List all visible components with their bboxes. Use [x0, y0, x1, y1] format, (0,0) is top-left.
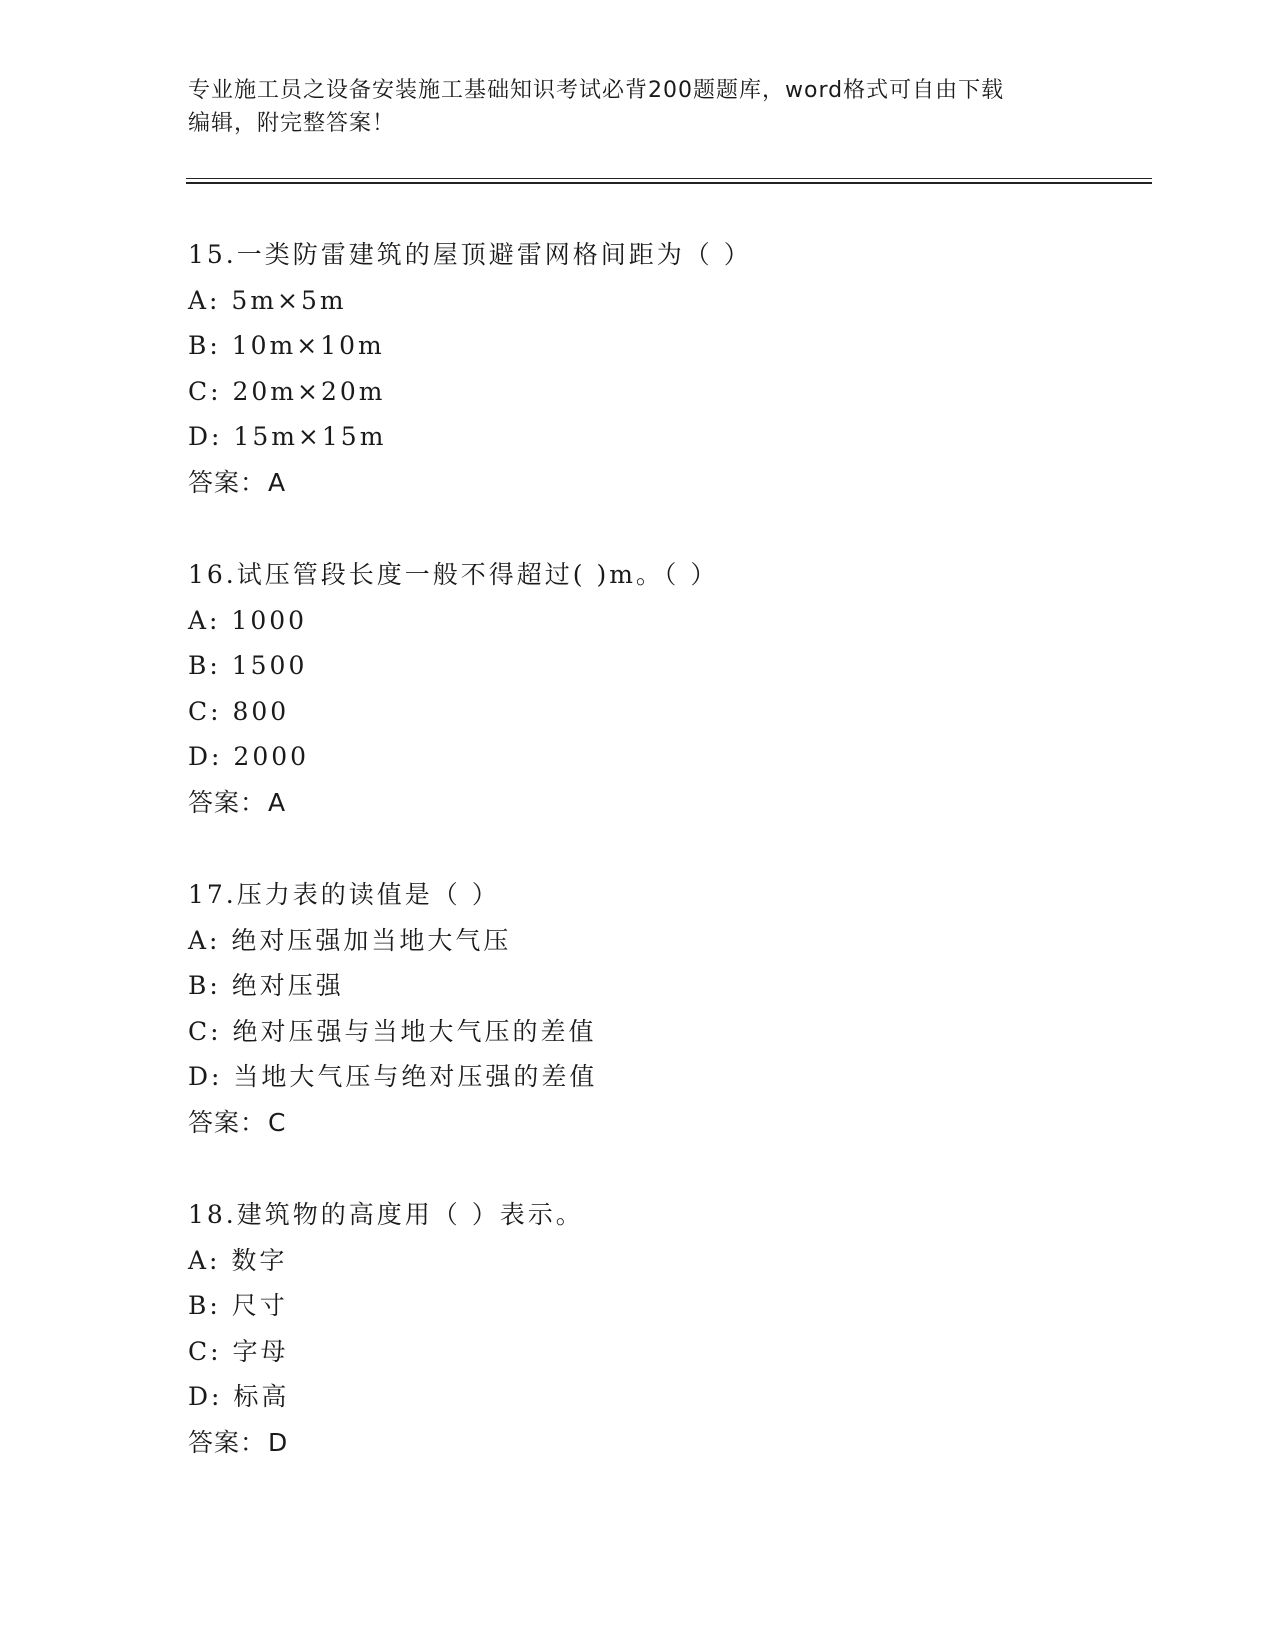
answer-value: A	[268, 787, 287, 817]
question-17	[188, 876, 1088, 1148]
option-b: B: 绝对压强	[188, 971, 344, 1000]
option-c: C: 20m×20m	[188, 376, 386, 406]
header-line-1: 专业施工员之设备安装施工基础知识考试必背200题题库，word格式可自由下载	[188, 78, 1005, 103]
answer-line	[188, 784, 1088, 828]
answer-label: 答案：	[188, 467, 267, 497]
header-line-2: 编辑，附完整答案！	[188, 111, 396, 136]
option-b: B: 10m×10m	[188, 331, 385, 360]
answer-value: A	[268, 467, 287, 497]
header-divider-bottom	[186, 182, 1152, 184]
option-d: D: 15m×15m	[188, 422, 387, 451]
option-a: A: 绝对压强加当地大气压	[188, 925, 512, 955]
option-d: D: 2000	[188, 742, 310, 771]
option-b: B: 尺寸	[188, 1291, 288, 1320]
question-stem: 16.试压管段长度一般不得超过( )m。（ ）	[188, 560, 719, 589]
answer-value: D	[268, 1427, 289, 1457]
question-stem: 17.压力表的读值是（ ）	[188, 880, 500, 909]
header-divider-top	[186, 178, 1152, 179]
option-a: A: 数字	[188, 1245, 288, 1275]
option-d: D: 标高	[188, 1382, 290, 1411]
answer-line	[188, 1104, 1088, 1148]
answer-line	[188, 1424, 1088, 1468]
question-stem: 15.一类防雷建筑的屋顶避雷网格间距为（ ）	[188, 240, 752, 269]
option-c: C: 字母	[188, 1336, 289, 1366]
option-c: C: 绝对压强与当地大气压的差值	[188, 1016, 597, 1046]
answer-label: 答案：	[188, 1427, 267, 1457]
answer-label: 答案：	[188, 787, 267, 817]
option-b: B: 1500	[188, 651, 308, 680]
answer-value: C	[268, 1107, 287, 1137]
question-15	[188, 236, 1088, 508]
option-c: C: 800	[188, 696, 290, 726]
answer-label: 答案：	[188, 1107, 267, 1137]
question-16	[188, 556, 1088, 828]
option-a: A: 1000	[188, 605, 308, 635]
option-d: D: 当地大气压与绝对压强的差值	[188, 1062, 598, 1091]
document-header	[188, 74, 1088, 140]
question-stem: 18.建筑物的高度用（ ）表示。	[188, 1200, 584, 1229]
question-18	[188, 1196, 1088, 1468]
answer-line	[188, 464, 1088, 508]
option-a: A: 5m×5m	[188, 285, 347, 315]
